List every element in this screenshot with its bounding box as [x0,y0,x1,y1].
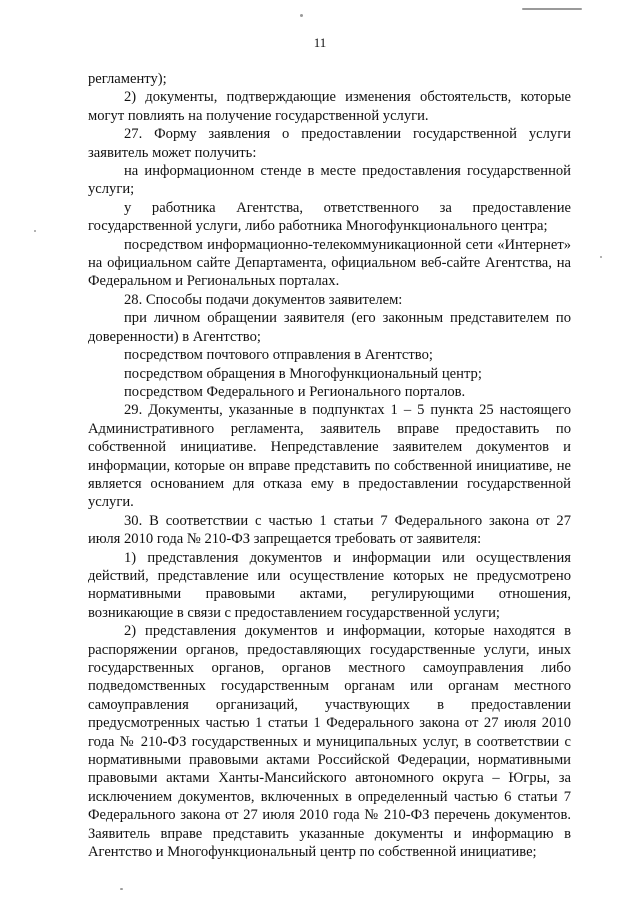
paragraph-11: посредством Федерального и Регионального порталов. [124,383,466,400]
scan-speck [34,230,36,232]
paragraph-10: посредством обращения в Многофункциональный центр; [124,365,482,382]
paragraph-14: 1) представления документов и информации или осуществления действий, представление или осуществление которых не предусмотрено нормативными правовыми актами, регулирующими отношения, возникающие в связи с предоставлением государственной услуги; [88,549,571,621]
paragraph-6: посредством информационно-телекоммуникационной сети «Интернет» на официальном сайте Департамента, официальном веб-сайте Агентства, на Федеральном и Региональных порталах. [88,236,571,290]
paragraph-3: 27. Форму заявления о предоставлении государственной услуги заявитель может получить: [88,126,571,161]
scan-speck [600,256,602,258]
paragraph-9: посредством почтового отправления в Агентство; [124,347,433,364]
scan-speck [120,888,123,890]
page-number: 11 [313,35,327,50]
paragraph-4: на информационном стенде в месте предоставления государственной услуги; [88,163,571,198]
paragraph-8: при личном обращении заявителя (его законным представителем по доверенности) в Агентство; [88,310,571,345]
paragraph-12: 29. Документы, указанные в подпунктах 1 – 5 пункта 25 настоящего Административного регламента, заявитель вправе предоставить по собственной инициативе. Непредставление заявителем документов и информации, которые он вправе представить по собственной инициативе, не является основанием для отказа ему в предоставлении государственной услуги. [88,402,571,511]
paragraph-5: у работника Агентства, ответственного за предоставление государственной услуги, либо работника Многофункционального центра; [88,199,571,235]
scan-speck [522,8,582,10]
paragraph-2: 2) документы, подтверждающие изменения обстоятельств, которые могут повлиять на получение государственной услуги. [88,89,571,124]
paragraph-7: 28. Способы подачи документов заявителем: [124,291,403,308]
paragraph-15: 2) представления документов и информации, которые находятся в распоряжении органов, предоставляющих государственные услуги, иных государственных органов, органов местного самоуправления либо подведомственных государственным органам или органам местного самоуправления организаций, участвующих в предоставлении предусмотренных частью 1 статьи 1 Федерального закона от 27 июля 2010 года № 210-ФЗ государственных и муниципальных услуг, в соответствии с нормативными правовыми актами Российской Федерации, нормативными правовыми актами Ханты-Мансийского автономного округа – Югры, за исключением документов, включенных в определенный частью 6 статьи 7 Федерального закона от 27 июля 2010 года № 210-ФЗ перечень документов. Заявитель вправе представить указанные документы и информацию в Агентство и Многофункциональный центр по собственной инициативе; [88,623,571,861]
paragraph-13: 30. В соответствии с частью 1 статьи 7 Федерального закона от 27 июля 2010 года № 210-ФЗ запрещается требовать от заявителя: [88,512,571,548]
document-body [88,70,571,861]
paragraph-1: регламенту); [88,71,167,87]
scan-speck [300,14,303,17]
